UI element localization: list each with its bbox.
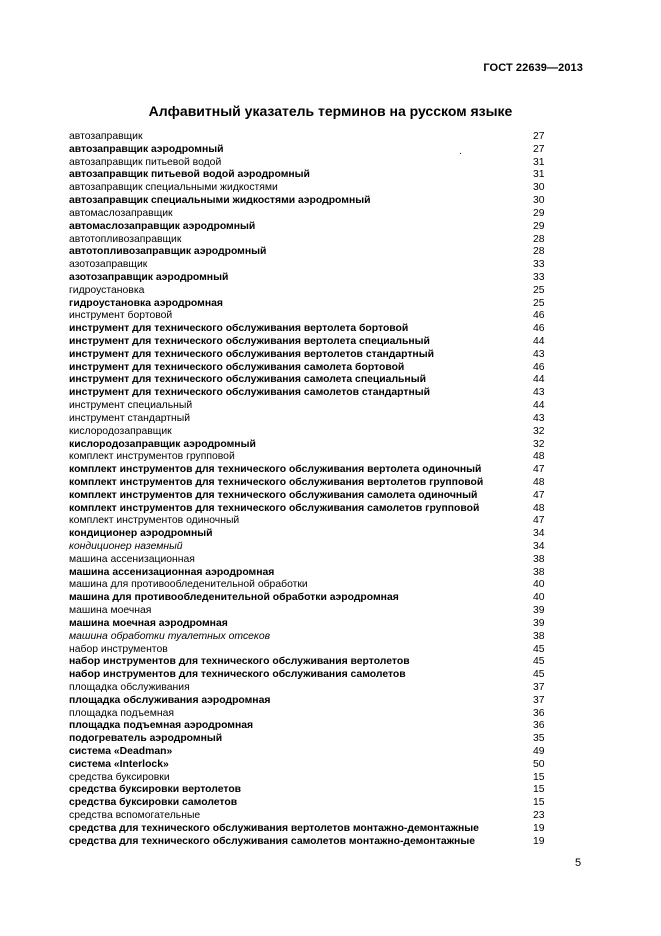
index-term: инструмент для технического обслуживания самолета специальный [69,374,426,386]
index-term: площадка подъемная аэродромная [69,720,254,732]
index-entry [69,234,546,247]
index-term: автозаправщик [69,131,143,142]
index-entry [69,272,546,285]
index-entry [69,618,546,631]
index-entry [69,810,546,823]
index-entry [69,631,546,644]
index-term: инструмент для технического обслуживания вертолета специальный [69,336,430,347]
index-term: автозаправщик аэродромный [69,143,224,155]
index-entry [69,579,546,592]
index-page-ref: 45 [533,656,545,668]
index-page-ref: 40 [533,579,545,591]
index-term: автомаслозаправщик аэродромный [69,220,256,232]
index-term: азотозаправщик аэродромный [69,271,229,283]
index-entry [69,515,546,528]
index-term: комплект инструментов для технического обслуживания вертолетов групповой [69,476,484,488]
index-entry [69,490,546,503]
document-code: ГОСТ 22639—2013 [483,62,583,74]
index-term: средства буксировки [69,771,170,783]
index-page-ref: 34 [533,528,545,540]
index-term: инструмент стандартный [69,412,191,424]
index-page-ref: 15 [533,797,545,809]
index-entry [69,413,546,426]
index-page-ref: 33 [533,259,545,271]
index-entry [69,259,546,272]
index-entry [69,208,546,221]
index-entry [69,336,546,349]
page-number: 5 [575,857,582,869]
index-term: автомаслозаправщик [69,207,173,219]
index-term: средства для технического обслуживания вертолетов монтажно-демонтажные [69,822,479,834]
index-entry [69,528,546,541]
term-index-list [69,131,546,849]
index-term: автотопливозаправщик аэродромный [69,246,267,258]
index-page-ref: 39 [533,605,545,617]
index-page-ref: 30 [533,182,545,194]
index-term: гидроустановка аэродромная [69,297,223,309]
index-entry [69,733,546,746]
index-entry [69,836,546,849]
index-term: инструмент специальный [69,400,193,412]
index-entry [69,374,546,387]
index-page-ref: 23 [533,810,545,822]
index-entry [69,182,546,195]
index-entry [69,554,546,567]
index-term: комплект инструментов одиночный [69,515,240,527]
index-term: азотозаправщик [69,259,148,271]
index-term: средства буксировки самолетов [69,797,238,809]
index-term: инструмент для технического обслуживания самолета бортовой [69,361,405,373]
index-term: набор инструментов [69,643,168,655]
index-page-ref: 44 [533,374,545,386]
index-term: набор инструментов для технического обслуживания самолетов [69,669,406,681]
index-page-ref: 31 [533,169,545,181]
index-page-ref: 19 [533,822,545,834]
index-page-ref: 19 [533,835,545,847]
index-term: автозаправщик специальными жидкостями аэродромный [69,195,371,207]
index-term: автозаправщик питьевой водой [69,156,222,168]
index-term: машина моечная [69,605,152,617]
index-page-ref: 43 [533,348,545,360]
index-page-ref: 48 [533,476,545,488]
index-entry [69,669,546,682]
index-page-ref: 47 [533,464,545,476]
index-entry [69,784,546,797]
index-term: кислородозаправщик [69,425,172,437]
index-entry [69,131,546,144]
index-page-ref: 37 [533,694,545,706]
index-entry [69,477,546,490]
index-term: инструмент для технического обслуживания самолетов стандартный [69,387,431,399]
index-term: машина обработки туалетных отсеков [69,630,271,642]
index-page-ref: 44 [533,336,545,347]
index-page-ref: 29 [533,220,545,232]
index-entry [69,451,546,464]
index-term: комплект инструментов групповой [69,451,235,463]
index-entry [69,592,546,605]
index-page-ref: 27 [533,131,545,142]
index-page-ref: 25 [533,284,545,296]
index-page-ref: 25 [533,297,545,309]
index-term: набор инструментов для технического обслуживания вертолетов [69,656,410,668]
index-page-ref: 36 [533,720,545,732]
index-term: система «Interlock» [69,758,169,770]
index-entry [69,708,546,721]
index-entry [69,605,546,618]
index-entry [69,644,546,657]
index-page-ref: 38 [533,630,545,642]
index-entry [69,349,546,362]
index-term: машина для противообледенительной обработки аэродромная [69,592,399,604]
index-page-ref: 45 [533,643,545,655]
index-entry [69,759,546,772]
index-term: средства вспомогательные [69,810,201,822]
index-term: средства для технического обслуживания самолетов монтажно-демонтажные [69,835,475,847]
index-entry [69,772,546,785]
index-entry [69,439,546,452]
index-page-ref: 33 [533,271,545,283]
index-entry [69,362,546,375]
index-entry [69,221,546,234]
index-page-ref: 48 [533,502,545,514]
index-page-ref: 35 [533,733,545,745]
index-term: площадка подъемная [69,707,174,719]
index-page-ref: 39 [533,617,545,629]
index-page-ref: 48 [533,451,545,463]
index-page-ref: 31 [533,156,545,168]
index-term: инструмент для технического обслуживания вертолета бортовой [69,323,409,335]
index-entry [69,541,546,554]
index-term: машина ассенизационная [69,553,195,565]
index-page-ref: 15 [533,784,545,796]
index-entry [69,746,546,759]
index-page-ref: 32 [533,425,545,437]
index-term: комплект инструментов для технического обслуживания вертолета одиночный [69,464,482,476]
index-title: Алфавитный указатель терминов на русском языке [148,103,513,119]
index-page-ref: 44 [533,400,545,412]
index-entry [69,298,546,311]
index-entry [69,246,546,259]
index-term: автотопливозаправщик [69,233,182,245]
index-term: кондиционер наземный [69,541,183,552]
index-page-ref: 36 [533,707,545,719]
index-term: автозаправщик специальными жидкостями [69,182,278,194]
index-page-ref: 43 [533,412,545,424]
index-term: автозаправщик питьевой водой аэродромный [69,169,310,181]
index-page-ref: 46 [533,310,545,322]
index-term: кислородозаправщик аэродромный [69,438,256,450]
index-entry [69,323,546,336]
index-entry [69,797,546,810]
index-term: площадка обслуживания [69,681,190,693]
index-page-ref: 29 [533,207,545,219]
index-entry [69,464,546,477]
index-term: кондиционер аэродромный [69,528,213,540]
index-page-ref: 28 [533,233,545,245]
index-entry [69,195,546,208]
index-term: подогреватель аэродромный [69,733,223,745]
index-term: комплект инструментов для технического обслуживания самолета одиночный [69,489,478,501]
index-term: машина моечная аэродромная [69,617,228,629]
index-page-ref: 46 [533,323,545,335]
index-page-ref: 43 [533,387,545,399]
index-term: инструмент бортовой [69,310,173,322]
index-entry [69,144,546,157]
index-entry [69,285,546,298]
index-entry [69,720,546,733]
index-page-ref: 28 [533,246,545,258]
index-page-ref: 46 [533,361,545,373]
index-entry [69,503,546,516]
index-page-ref: 34 [533,541,545,552]
index-term: средства буксировки вертолетов [69,784,242,796]
index-entry [69,169,546,182]
index-page-ref: 40 [533,592,545,604]
index-page-ref: 45 [533,669,545,681]
index-page-ref: 47 [533,515,545,527]
index-entry [69,567,546,580]
index-entry [69,656,546,669]
index-term: гидроустановка [69,284,145,296]
index-page-ref: 37 [533,681,545,693]
index-page-ref: 32 [533,438,545,450]
index-page-ref: 50 [533,758,545,770]
index-term: система «Deadman» [69,746,173,757]
index-entry [69,157,546,170]
index-page-ref: 38 [533,553,545,565]
index-page-ref: 38 [533,566,545,578]
index-page-ref: 30 [533,195,545,207]
index-entry [69,387,546,400]
index-page-ref: 15 [533,771,545,783]
index-term: площадка обслуживания аэродромная [69,694,271,706]
index-term: инструмент для технического обслуживания вертолетов стандартный [69,348,434,360]
stray-dot: . [459,146,462,157]
index-page-ref: 49 [533,746,545,757]
index-term: комплект инструментов для технического обслуживания самолетов групповой [69,502,480,514]
index-term: машина ассенизационная аэродромная [69,566,275,578]
index-entry [69,426,546,439]
index-entry [69,695,546,708]
index-entry [69,310,546,323]
index-term: машина для противообледенительной обработки [69,579,308,591]
index-page-ref: 47 [533,489,545,501]
index-entry [69,682,546,695]
index-page-ref: 27 [533,143,545,155]
index-entry [69,823,546,836]
index-entry [69,400,546,413]
